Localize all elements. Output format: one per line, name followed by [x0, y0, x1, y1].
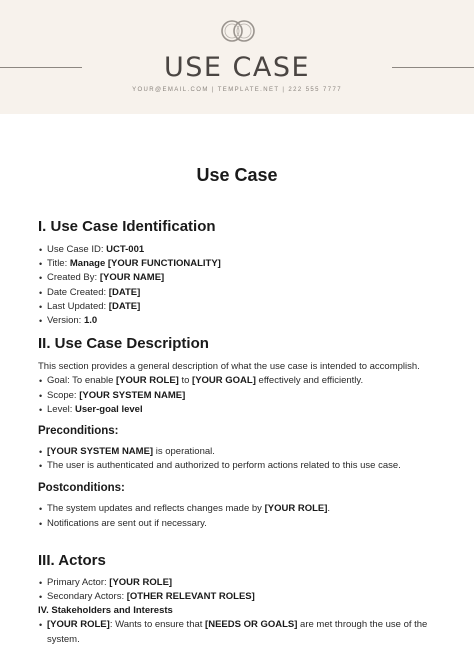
identification-list — [38, 243, 438, 328]
list-item: • [YOUR ROLE]: Wants to ensure that [NEEDS OR GOALS] are met through the use of the system. — [38, 618, 438, 646]
postconditions-list — [38, 502, 438, 530]
list-item: • Version: 1.0 — [38, 314, 438, 328]
contact-line: YOUR@EMAIL.COM | TEMPLATE.NET | 222 555 7777 — [132, 87, 342, 93]
list-item: • Date Created: [DATE] — [38, 286, 438, 300]
preconditions-list — [38, 445, 438, 473]
list-item: • Scope: [YOUR SYSTEM NAME] — [38, 389, 438, 403]
postconditions-heading: Postconditions: — [38, 482, 125, 495]
list-item: • Created By: [YOUR NAME] — [38, 271, 438, 285]
list-item: • Level: User-goal level — [38, 403, 438, 417]
actors-list — [38, 576, 438, 604]
interlocking-rings-logo-icon — [218, 16, 258, 46]
stakeholders-list — [38, 618, 438, 646]
description-list — [38, 374, 438, 417]
section-actors-heading: III. Actors — [38, 551, 106, 569]
document-title: Use Case — [196, 165, 278, 185]
section-description-heading: II. Use Case Description — [38, 335, 209, 353]
list-item: • Goal: To enable [YOUR ROLE] to [YOUR GOAL] effectively and efficiently. — [38, 374, 438, 388]
list-item: • Notifications are sent out if necessary. — [38, 517, 438, 531]
section-identification-heading: I. Use Case Identification — [38, 218, 216, 235]
list-item: • Last Updated: [DATE] — [38, 300, 438, 314]
preconditions-heading: Preconditions: — [38, 425, 119, 438]
stakeholders-heading: IV. Stakeholders and Interests — [38, 605, 173, 617]
document-header — [0, 0, 474, 114]
list-item: • Secondary Actors: [OTHER RELEVANT ROLES] — [38, 590, 438, 604]
description-intro: This section provides a general description of what the use case is intended to accomplish. — [38, 361, 420, 373]
list-item: • Primary Actor: [YOUR ROLE] — [38, 576, 438, 590]
list-item: • The system updates and reflects changes made by [YOUR ROLE]. — [38, 502, 438, 516]
list-item: • [YOUR SYSTEM NAME] is operational. — [38, 445, 438, 459]
list-item: • The user is authenticated and authorized to perform actions related to this use case. — [38, 459, 438, 473]
document-body — [38, 217, 438, 647]
list-item: • Title: Manage [YOUR FUNCTIONALITY] — [38, 257, 438, 271]
brand-title: USE CASE — [163, 52, 311, 83]
list-item: • Use Case ID: UCT-001 — [38, 243, 438, 257]
